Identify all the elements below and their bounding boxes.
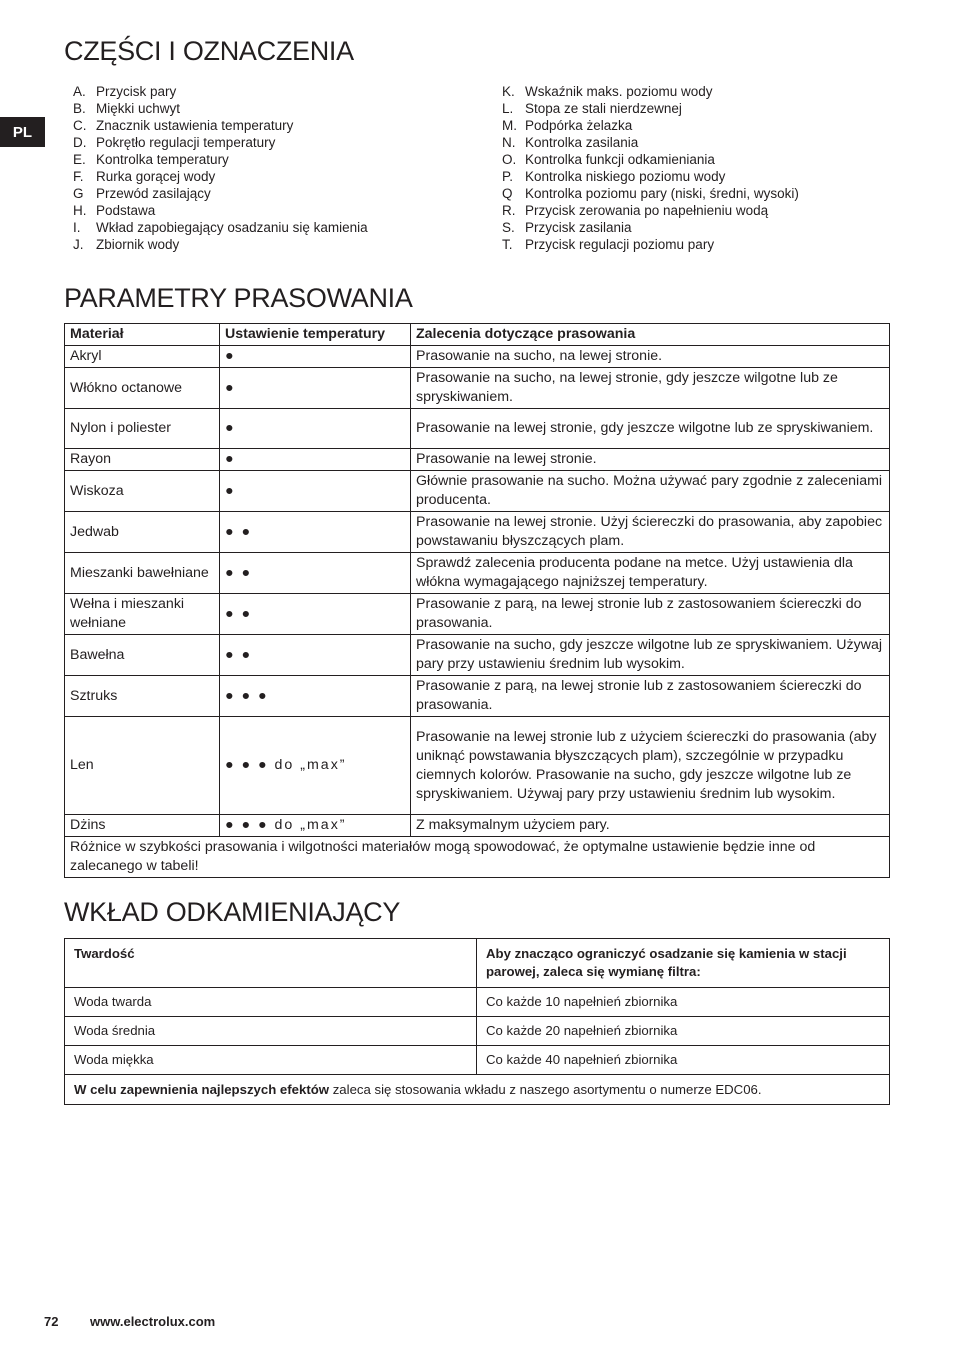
table-row (65, 368, 890, 409)
temperature-cell: ● ● ● do „max” (220, 815, 411, 837)
recommendation-cell: Prasowanie na lewej stronie. Użyj ściereczki do prasowania, aby zapobiec powstawaniu błyszczących plam. (411, 512, 890, 553)
recommendation-cell: Prasowanie na sucho, na lewej stronie, gdy jeszcze wilgotne lub ze spryskiwaniem. (411, 368, 890, 409)
header-filter-change: Aby znacząco ograniczyć osadzanie się kamienia w stacji parowej, zaleca się wymianę filtra: (477, 939, 890, 988)
table-row (65, 988, 890, 1017)
part-label: Miękki uchwyt (96, 101, 181, 116)
temperature-cell: ● (220, 409, 411, 449)
interval-cell: Co każde 20 napełnień zbiornika (477, 1017, 890, 1046)
part-label: Wkład zapobiegający osadzaniu się kamienia (96, 220, 368, 235)
material-cell: Wełna i mieszanki wełniane (65, 594, 220, 635)
part-label: Podpórka żelazka (525, 118, 633, 133)
part-letter: F. (73, 169, 84, 184)
part-label: Przewód zasilający (96, 186, 211, 201)
part-label: Przycisk zerowania po napełnieniu wodą (525, 203, 769, 218)
temperature-cell: ● (220, 346, 411, 368)
part-label: Przycisk regulacji poziomu pary (525, 237, 715, 252)
header-recommendations: Zalecenia dotyczące prasowania (411, 324, 890, 346)
parts-list-left (73, 83, 368, 253)
part-letter: P. (502, 169, 514, 184)
part-item (73, 134, 368, 151)
table-row (65, 676, 890, 717)
part-item (502, 219, 799, 236)
part-label: Przycisk zasilania (525, 220, 632, 235)
interval-cell: Co każde 40 napełnień zbiornika (477, 1046, 890, 1075)
part-label: Zbiornik wody (96, 237, 180, 252)
part-item (502, 134, 799, 151)
material-cell: Sztruks (65, 676, 220, 717)
material-cell: Nylon i poliester (65, 409, 220, 449)
temperature-cell: ● ● ● (220, 676, 411, 717)
decal-heading: WKŁAD ODKAMIENIAJĄCY (64, 897, 401, 927)
temperature-cell: ● ● (220, 635, 411, 676)
part-letter: K. (502, 84, 515, 99)
hardness-cell: Woda twarda (65, 988, 477, 1017)
material-cell: Akryl (65, 346, 220, 368)
part-label: Kontrolka niskiego poziomu wody (525, 169, 726, 184)
recommendation-cell: Prasowanie na lewej stronie lub z użyciem ściereczki do prasowania (aby uniknąć powstawania błyszczących plam), szczególnie w przypadku ciemnych kolorów. Prasowanie na sucho, gdy jeszcze wilgotne lub ze spryskiwaniem. Używaj pary przy ustawieniu średnim lub wysokim. (411, 717, 890, 815)
decal-note (65, 1075, 890, 1105)
ironing-params-table (64, 323, 890, 878)
material-cell: Wiskoza (65, 471, 220, 512)
material-cell: Dżins (65, 815, 220, 837)
part-label: Pokrętło regulacji temperatury (96, 135, 276, 150)
material-cell: Bawełna (65, 635, 220, 676)
part-label: Podstawa (96, 203, 156, 218)
part-item (502, 83, 799, 100)
material-cell: Jedwab (65, 512, 220, 553)
part-item (73, 83, 368, 100)
recommendation-cell: Prasowanie na lewej stronie, gdy jeszcze wilgotne lub ze spryskiwaniem. (411, 409, 890, 449)
material-cell: Mieszanki bawełniane (65, 553, 220, 594)
part-label: Przycisk pary (96, 84, 177, 99)
decalcification-table (64, 938, 890, 1105)
part-letter: S. (502, 220, 515, 235)
recommendation-cell: Prasowanie na sucho, gdy jeszcze wilgotne lub ze spryskiwaniem. Używaj pary przy ustawieniu średnim lub wysokim. (411, 635, 890, 676)
material-cell: Rayon (65, 449, 220, 471)
recommendation-cell: Prasowanie z parą, na lewej stronie lub z zastosowaniem ściereczki do prasowania. (411, 594, 890, 635)
hardness-cell: Woda miękka (65, 1046, 477, 1075)
temperature-cell: ● ● (220, 512, 411, 553)
part-item (502, 185, 799, 202)
table-note-row (65, 837, 890, 878)
part-letter: L. (502, 101, 514, 116)
table-row (65, 471, 890, 512)
part-item (73, 151, 368, 168)
table-row (65, 635, 890, 676)
parts-heading: CZĘŚCI I OZNACZENIA (64, 36, 354, 66)
material-cell: Włókno octanowe (65, 368, 220, 409)
table-header-row (65, 324, 890, 346)
part-letter: Q (502, 186, 513, 201)
table-header-row (65, 939, 890, 988)
part-item (73, 100, 368, 117)
table-row (65, 553, 890, 594)
params-heading: PARAMETRY PRASOWANIA (64, 283, 413, 313)
part-letter: O. (502, 152, 517, 167)
table-row (65, 512, 890, 553)
table-row (65, 449, 890, 471)
part-letter: M. (502, 118, 517, 133)
part-item (73, 168, 368, 185)
table-note-row (65, 1075, 890, 1105)
interval-cell: Co każde 10 napełnień zbiornika (477, 988, 890, 1017)
language-tab: PL (0, 117, 45, 147)
part-letter: D. (73, 135, 87, 150)
part-label: Kontrolka poziomu pary (niski, średni, wysoki) (525, 186, 799, 201)
part-letter: C. (73, 118, 87, 133)
recommendation-cell: Sprawdź zalecenia producenta podane na metce. Użyj ustawienia dla włókna wymagającego najniższej temperatury. (411, 553, 890, 594)
part-item (73, 185, 368, 202)
part-letter: G (73, 186, 84, 201)
table-row (65, 717, 890, 815)
part-label: Kontrolka zasilania (525, 135, 639, 150)
temperature-cell: ● ● ● do „max” (220, 717, 411, 815)
recommendation-cell: Prasowanie na lewej stronie. (411, 449, 890, 471)
part-label: Wskaźnik maks. poziomu wody (525, 84, 713, 99)
part-label: Rurka gorącej wody (96, 169, 216, 184)
table-row (65, 1017, 890, 1046)
part-letter: R. (502, 203, 516, 218)
recommendation-cell: Prasowanie z parą, na lewej stronie lub z zastosowaniem ściereczki do prasowania. (411, 676, 890, 717)
part-item (73, 117, 368, 134)
header-material: Materiał (65, 324, 220, 346)
params-note: Różnice w szybkości prasowania i wilgotności materiałów mogą spowodować, że optymalne ustawienie będzie inne od zalecanego w tabeli! (65, 837, 890, 878)
recommendation-cell: Głównie prasowanie na sucho. Można używać pary zgodnie z zaleceniami producenta. (411, 471, 890, 512)
material-cell: Len (65, 717, 220, 815)
part-label: Kontrolka temperatury (96, 152, 229, 167)
part-item (502, 151, 799, 168)
part-label: Znacznik ustawienia temperatury (96, 118, 294, 133)
page-number: 72 (44, 1314, 59, 1329)
decal-note-bold: W celu zapewnienia najlepszych efektów (74, 1081, 330, 1097)
recommendation-cell: Prasowanie na sucho, na lewej stronie. (411, 346, 890, 368)
table-row (65, 346, 890, 368)
temperature-cell: ● (220, 471, 411, 512)
temperature-cell: ● ● (220, 553, 411, 594)
part-item (73, 236, 368, 253)
header-temperature: Ustawienie temperatury (220, 324, 411, 346)
part-item (73, 202, 368, 219)
header-hardness: Twardość (65, 939, 477, 988)
part-item (502, 117, 799, 134)
part-letter: T. (502, 237, 513, 252)
part-letter: H. (73, 203, 87, 218)
table-row (65, 815, 890, 837)
hardness-cell: Woda średnia (65, 1017, 477, 1046)
temperature-cell: ● ● (220, 594, 411, 635)
website-link[interactable]: www.electrolux.com (90, 1314, 216, 1329)
part-letter: I. (73, 220, 81, 235)
recommendation-cell: Z maksymalnym użyciem pary. (411, 815, 890, 837)
part-label: Kontrolka funkcji odkamieniania (525, 152, 715, 167)
part-item (502, 168, 799, 185)
part-item (73, 219, 368, 236)
table-row (65, 1046, 890, 1075)
table-row (65, 594, 890, 635)
part-letter: N. (502, 135, 516, 150)
part-letter: B. (73, 101, 86, 116)
table-row (65, 409, 890, 449)
parts-list-right (502, 83, 799, 253)
temperature-cell: ● (220, 368, 411, 409)
part-letter: A. (73, 84, 86, 99)
part-item (502, 100, 799, 117)
part-item (502, 236, 799, 253)
temperature-cell: ● (220, 449, 411, 471)
part-item (502, 202, 799, 219)
part-label: Stopa ze stali nierdzewnej (525, 101, 682, 116)
part-letter: J. (73, 237, 84, 252)
decal-note-text: zaleca się stosowania wkładu z naszego asortymentu o numerze EDC06. (329, 1081, 762, 1097)
part-letter: E. (73, 152, 86, 167)
